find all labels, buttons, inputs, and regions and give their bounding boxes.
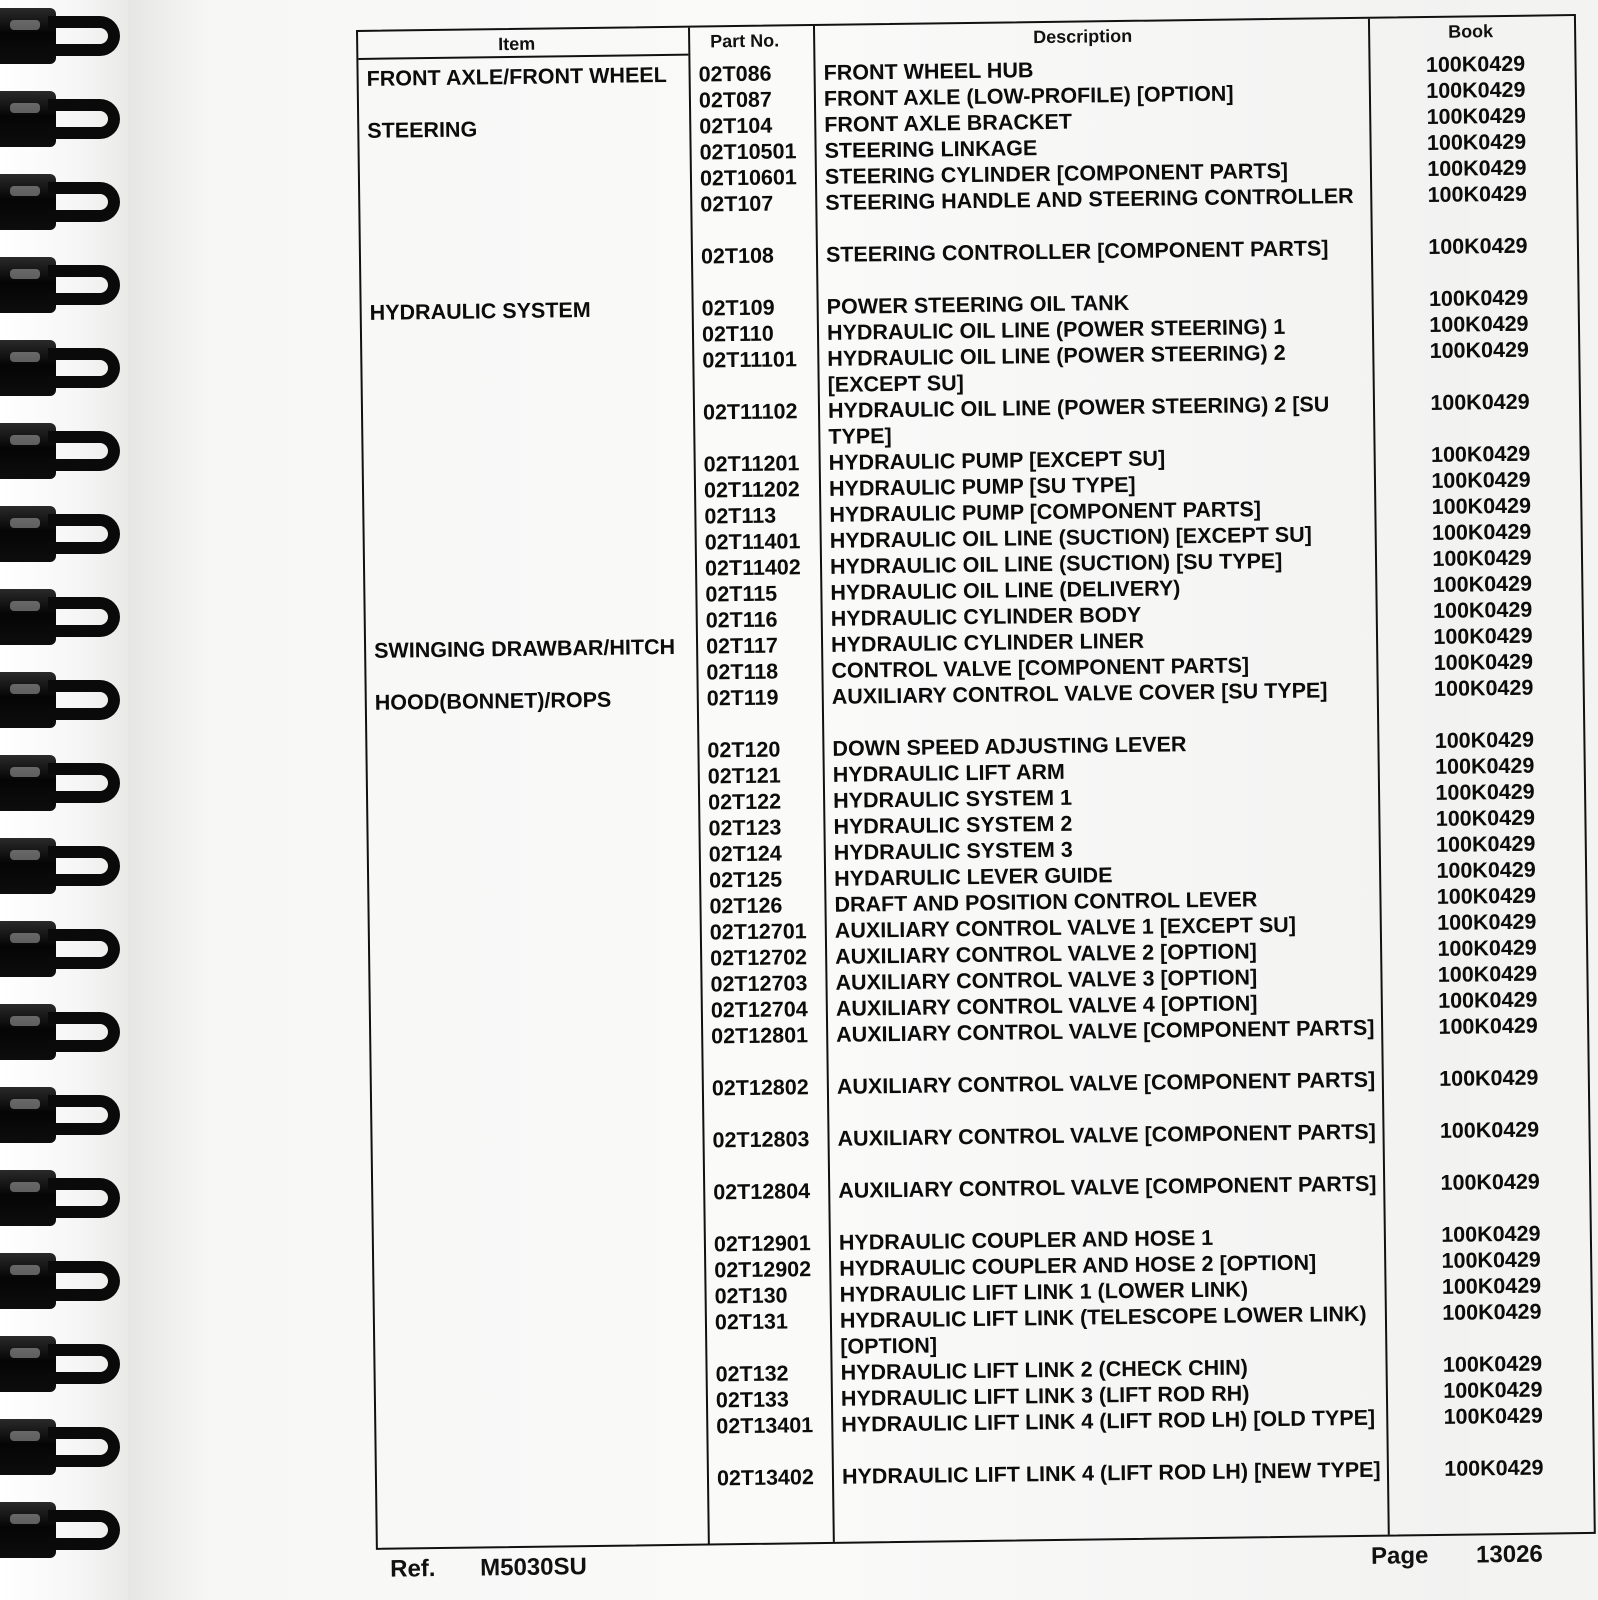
part-number: 02T132: [715, 1361, 789, 1387]
binding-coil: [0, 838, 118, 894]
page-label: Page: [1370, 1542, 1429, 1570]
table-row: [367, 726, 1587, 763]
binding-coil: [0, 1253, 118, 1309]
part-description: HYDRAULIC LIFT LINK 4 (LIFT ROD LH) [NEW TYPE]: [841, 1457, 1381, 1489]
book-number: 100K0429: [1426, 77, 1526, 103]
page-number: 13026: [1475, 1540, 1543, 1569]
part-description: HYDRAULIC CYLINDER LINER: [830, 628, 1145, 657]
item-category: [378, 920, 698, 924]
book-number: 100K0429: [1435, 779, 1535, 805]
book-number: 100K0429: [1428, 233, 1528, 259]
item-category: [370, 348, 690, 352]
book-number: 100K0429: [1435, 831, 1536, 857]
part-number: 02T110: [701, 321, 774, 347]
item-category: [373, 556, 693, 560]
part-description: HYDRAULIC COUPLER AND HOSE 2 [OPTION]: [839, 1250, 1317, 1281]
part-number: 02T12803: [712, 1127, 810, 1153]
part-description: HYDRAULIC PUMP [COMPONENT PARTS]: [829, 497, 1262, 527]
part-number: 02T130: [714, 1283, 788, 1309]
book-number: 100K0429: [1434, 753, 1535, 779]
item-category: FRONT AXLE/FRONT WHEEL: [366, 62, 667, 91]
book-number: 100K0429: [1439, 1065, 1539, 1091]
book-number: 100K0429: [1432, 597, 1533, 623]
book-number: 100K0429: [1431, 467, 1531, 493]
part-description: STEERING CYLINDER [COMPONENT PARTS]: [824, 158, 1289, 189]
table-row: [373, 1168, 1593, 1205]
item-category: SWINGING DRAWBAR/HITCH: [373, 634, 676, 663]
book-number: 100K0429: [1437, 935, 1537, 961]
part-description: HYDRAULIC CYLINDER BODY: [830, 602, 1142, 631]
book-number: 100K0429: [1436, 857, 1536, 883]
part-number: 02T10601: [699, 165, 797, 191]
item-category: [377, 842, 697, 846]
item-category: [382, 1232, 702, 1236]
book-number: 100K0429: [1438, 1013, 1538, 1039]
header-description: Description: [1033, 25, 1133, 48]
part-description: HYDRAULIC LIFT ARM: [832, 759, 1066, 787]
part-number: 02T115: [705, 581, 778, 607]
item-category: [373, 530, 693, 534]
part-description: HYDRAULIC COUPLER AND HOSE 1: [838, 1225, 1214, 1255]
part-description: DOWN SPEED ADJUSTING LEVER: [832, 732, 1187, 761]
item-category: [381, 1180, 701, 1184]
part-number: 02T11102: [702, 399, 798, 425]
binding-coil: [0, 921, 118, 977]
binding-coil: [0, 1170, 118, 1226]
item-category: [368, 166, 688, 170]
part-number: 02T11401: [704, 529, 801, 555]
book-number: 100K0429: [1427, 181, 1528, 207]
table-row: [358, 50, 1578, 91]
binding-coil: [0, 755, 118, 811]
part-description: HYDRAULIC OIL LINE (DELIVERY): [830, 576, 1181, 605]
part-description: HYDRAULIC OIL LINE (POWER STEERING) 1: [826, 314, 1286, 345]
part-description: POWER STEERING OIL TANK: [826, 290, 1130, 319]
book-number: 100K0429: [1426, 103, 1526, 129]
part-description: HYDRAULIC LIFT LINK 3 (LIFT ROD RH): [840, 1381, 1250, 1411]
part-number: 02T086: [698, 61, 772, 87]
item-category: [384, 1388, 704, 1392]
ref-label: Ref.: [389, 1555, 436, 1583]
binding-coil: [0, 589, 118, 645]
book-number: 100K0429: [1438, 987, 1538, 1013]
binding-coil: [0, 257, 118, 313]
part-description: DRAFT AND POSITION CONTROL LEVER: [834, 887, 1258, 917]
book-number: 100K0429: [1435, 805, 1536, 831]
part-description: AUXILIARY CONTROL VALVE 1 [EXCEPT SU]: [834, 912, 1297, 943]
book-number: 100K0429: [1439, 1117, 1540, 1143]
part-number: 02T126: [709, 893, 783, 919]
binding-coil: [0, 8, 118, 64]
part-number: 02T13402: [716, 1465, 814, 1491]
part-number: 02T11402: [704, 555, 801, 581]
part-description: AUXILIARY CONTROL VALVE [COMPONENT PARTS]: [837, 1119, 1376, 1151]
part-number: 02T123: [708, 815, 782, 841]
part-description: HYDRAULIC PUMP [EXCEPT SU]: [828, 446, 1166, 475]
part-description: HYDRAULIC LIFT LINK 4 (LIFT ROD LH) [OLD TYPE]: [841, 1405, 1376, 1437]
table-row: [374, 1220, 1594, 1257]
part-description: HYDRAULIC LIFT LINK (TELESCOPE LOWER LINK) [OPTION]: [839, 1301, 1367, 1359]
part-description: STEERING LINKAGE: [824, 136, 1038, 163]
book-number: 100K0429: [1432, 545, 1532, 571]
part-number: 02T12801: [711, 1023, 809, 1049]
part-number: 02T108: [700, 243, 775, 269]
part-number: 02T12703: [710, 971, 808, 997]
book-number: 100K0429: [1425, 51, 1526, 77]
spiral-binding: [0, 0, 130, 1600]
item-category: [368, 192, 688, 196]
part-number: 02T125: [709, 867, 783, 893]
book-number: 100K0429: [1437, 961, 1538, 987]
item-category: [372, 478, 692, 482]
part-description: HYDRAULIC SYSTEM 2: [833, 811, 1073, 839]
item-category: [377, 868, 697, 872]
item-category: [380, 1076, 700, 1080]
part-description: CONTROL VALVE [COMPONENT PARTS]: [831, 653, 1250, 683]
book-number: 100K0429: [1427, 155, 1527, 181]
item-category: [379, 998, 699, 1002]
book-number: 100K0429: [1436, 883, 1537, 909]
header-item: Item: [498, 33, 536, 55]
part-number: 02T119: [706, 685, 779, 711]
item-category: [377, 894, 697, 898]
book-number: 100K0429: [1443, 1377, 1543, 1403]
book-number: 100K0429: [1441, 1247, 1541, 1273]
item-category: [383, 1310, 703, 1314]
binding-coil: [0, 672, 118, 728]
item-category: [372, 504, 692, 508]
part-number: 02T11201: [703, 451, 800, 477]
binding-coil: [0, 174, 118, 230]
part-number: 02T118: [706, 659, 779, 685]
part-number: 02T109: [701, 295, 775, 321]
book-number: 100K0429: [1434, 727, 1535, 753]
part-description: AUXILIARY CONTROL VALVE 2 [OPTION]: [835, 939, 1257, 969]
item-category: [378, 946, 698, 950]
item-category: [385, 1466, 705, 1470]
part-number: 02T12702: [710, 945, 808, 971]
binding-coil: [0, 1004, 118, 1060]
part-number: 02T11202: [703, 477, 800, 503]
part-number: 02T12901: [713, 1231, 811, 1257]
table-row: [361, 232, 1581, 269]
item-category: [378, 972, 698, 976]
book-number: 100K0429: [1429, 337, 1530, 363]
part-number: 02T087: [698, 87, 773, 113]
item-category: [384, 1414, 704, 1418]
book-number: 100K0429: [1431, 519, 1532, 545]
binding-coil: [0, 1419, 118, 1475]
part-description: AUXILIARY CONTROL VALVE COVER [SU TYPE]: [831, 678, 1328, 709]
book-number: 100K0429: [1433, 623, 1533, 649]
book-number: 100K0429: [1431, 493, 1532, 519]
part-number: 02T12902: [714, 1257, 812, 1283]
part-number: 02T133: [715, 1387, 790, 1413]
item-category: [382, 1258, 702, 1262]
part-description: FRONT AXLE BRACKET: [824, 109, 1073, 137]
book-number: 100K0429: [1444, 1455, 1544, 1481]
part-description: AUXILIARY CONTROL VALVE [COMPONENT PARTS]: [836, 1015, 1375, 1047]
book-number: 100K0429: [1428, 285, 1529, 311]
item-category: [374, 608, 694, 612]
book-number: 100K0429: [1426, 129, 1527, 155]
item-category: HOOD(BONNET)/ROPS: [374, 687, 612, 715]
part-description: HYDRAULIC LIFT LINK 2 (CHECK CHIN): [840, 1355, 1249, 1385]
table-row: [362, 284, 1582, 325]
item-category: [371, 400, 691, 404]
table-row: [377, 1454, 1597, 1491]
item-category: [369, 244, 689, 248]
part-description: AUXILIARY CONTROL VALVE 3 [OPTION]: [835, 965, 1258, 995]
parts-index-sheet: [356, 14, 1596, 1583]
book-number: 100K0429: [1433, 675, 1534, 701]
header-book: Book: [1447, 21, 1494, 42]
part-number: 02T12802: [711, 1075, 809, 1101]
part-description: HYDRAULIC OIL LINE (SUCTION) [SU TYPE]: [829, 548, 1283, 579]
part-description: FRONT AXLE (LOW-PROFILE) [OPTION]: [823, 81, 1234, 111]
part-description: FRONT WHEEL HUB: [823, 58, 1034, 85]
part-number: 02T121: [707, 763, 781, 789]
part-number: 02T12704: [710, 997, 808, 1023]
part-description: HYDRAULIC OIL LINE (POWER STEERING) 2 [SU TYPE]: [827, 392, 1330, 449]
part-description: HYDARULIC LEVER GUIDE: [833, 863, 1113, 891]
part-description: HYDRAULIC SYSTEM 3: [833, 837, 1073, 865]
part-number: 02T116: [705, 607, 778, 633]
item-category: [376, 764, 696, 768]
part-description: HYDRAULIC OIL LINE (SUCTION) [EXCEPT SU]: [829, 522, 1313, 553]
binding-coil: [0, 91, 118, 147]
book-number: 100K0429: [1433, 649, 1534, 675]
binding-coil: [0, 423, 118, 479]
book-number: 100K0429: [1441, 1221, 1541, 1247]
book-number: 100K0429: [1432, 571, 1533, 597]
part-number: 02T12804: [713, 1179, 811, 1205]
binding-coil: [0, 1336, 118, 1392]
item-category: [373, 582, 693, 586]
item-category: STEERING: [367, 117, 478, 143]
ref-value: M5030SU: [479, 1553, 588, 1582]
part-number: 02T104: [699, 113, 773, 139]
book-number: 100K0429: [1440, 1169, 1540, 1195]
part-description: STEERING CONTROLLER [COMPONENT PARTS]: [825, 236, 1329, 267]
part-number: 02T122: [707, 789, 782, 815]
part-number: 02T124: [708, 841, 782, 867]
item-category: [379, 1024, 699, 1028]
part-number: 02T113: [704, 503, 777, 529]
part-description: HYDRAULIC SYSTEM 1: [832, 785, 1073, 813]
binding-coil: [0, 1087, 118, 1143]
catalog-page: [128, 0, 1544, 1600]
table-row: [372, 1064, 1592, 1101]
table-row: [372, 1116, 1592, 1153]
item-category: HYDRAULIC SYSTEM: [369, 297, 591, 325]
binding-coil: [0, 340, 118, 396]
binding-coil: [0, 1502, 118, 1558]
item-category: [375, 738, 695, 742]
item-category: [376, 816, 696, 820]
part-description: HYDRAULIC PUMP [SU TYPE]: [828, 472, 1136, 501]
part-number: 02T131: [714, 1309, 789, 1335]
item-category: [382, 1284, 702, 1288]
part-description: STEERING HANDLE AND STEERING CONTROLLER: [825, 183, 1354, 215]
item-category: [372, 452, 692, 456]
book-number: 100K0429: [1430, 389, 1530, 415]
item-category: [380, 1128, 700, 1132]
item-category: [383, 1362, 703, 1366]
item-category: [376, 790, 696, 794]
part-description: HYDRAULIC LIFT LINK 1 (LOWER LINK): [839, 1277, 1249, 1307]
part-description: AUXILIARY CONTROL VALVE 4 [OPTION]: [835, 991, 1258, 1021]
book-number: 100K0429: [1436, 909, 1537, 935]
part-number: 02T107: [700, 191, 774, 217]
part-number: 02T13401: [716, 1413, 814, 1439]
book-number: 100K0429: [1442, 1351, 1543, 1377]
part-description: AUXILIARY CONTROL VALVE [COMPONENT PARTS]: [838, 1171, 1377, 1203]
part-number: 02T117: [705, 633, 778, 659]
book-number: 100K0429: [1442, 1299, 1542, 1325]
part-number: 02T12701: [709, 919, 807, 945]
part-number: 02T10501: [699, 139, 797, 165]
book-number: 100K0429: [1443, 1403, 1544, 1429]
parts-index-table: [356, 14, 1596, 1550]
part-number: 02T120: [707, 737, 781, 763]
book-number: 100K0429: [1441, 1273, 1542, 1299]
part-description: AUXILIARY CONTROL VALVE [COMPONENT PARTS]: [836, 1067, 1376, 1099]
book-number: 100K0429: [1429, 311, 1529, 337]
binding-coil: [0, 506, 118, 562]
part-number: 02T11101: [702, 347, 797, 373]
book-number: 100K0429: [1430, 441, 1531, 467]
part-description: HYDRAULIC OIL LINE (POWER STEERING) 2 [EXCEPT SU]: [827, 340, 1286, 397]
header-part-no: Part No.: [710, 30, 780, 52]
